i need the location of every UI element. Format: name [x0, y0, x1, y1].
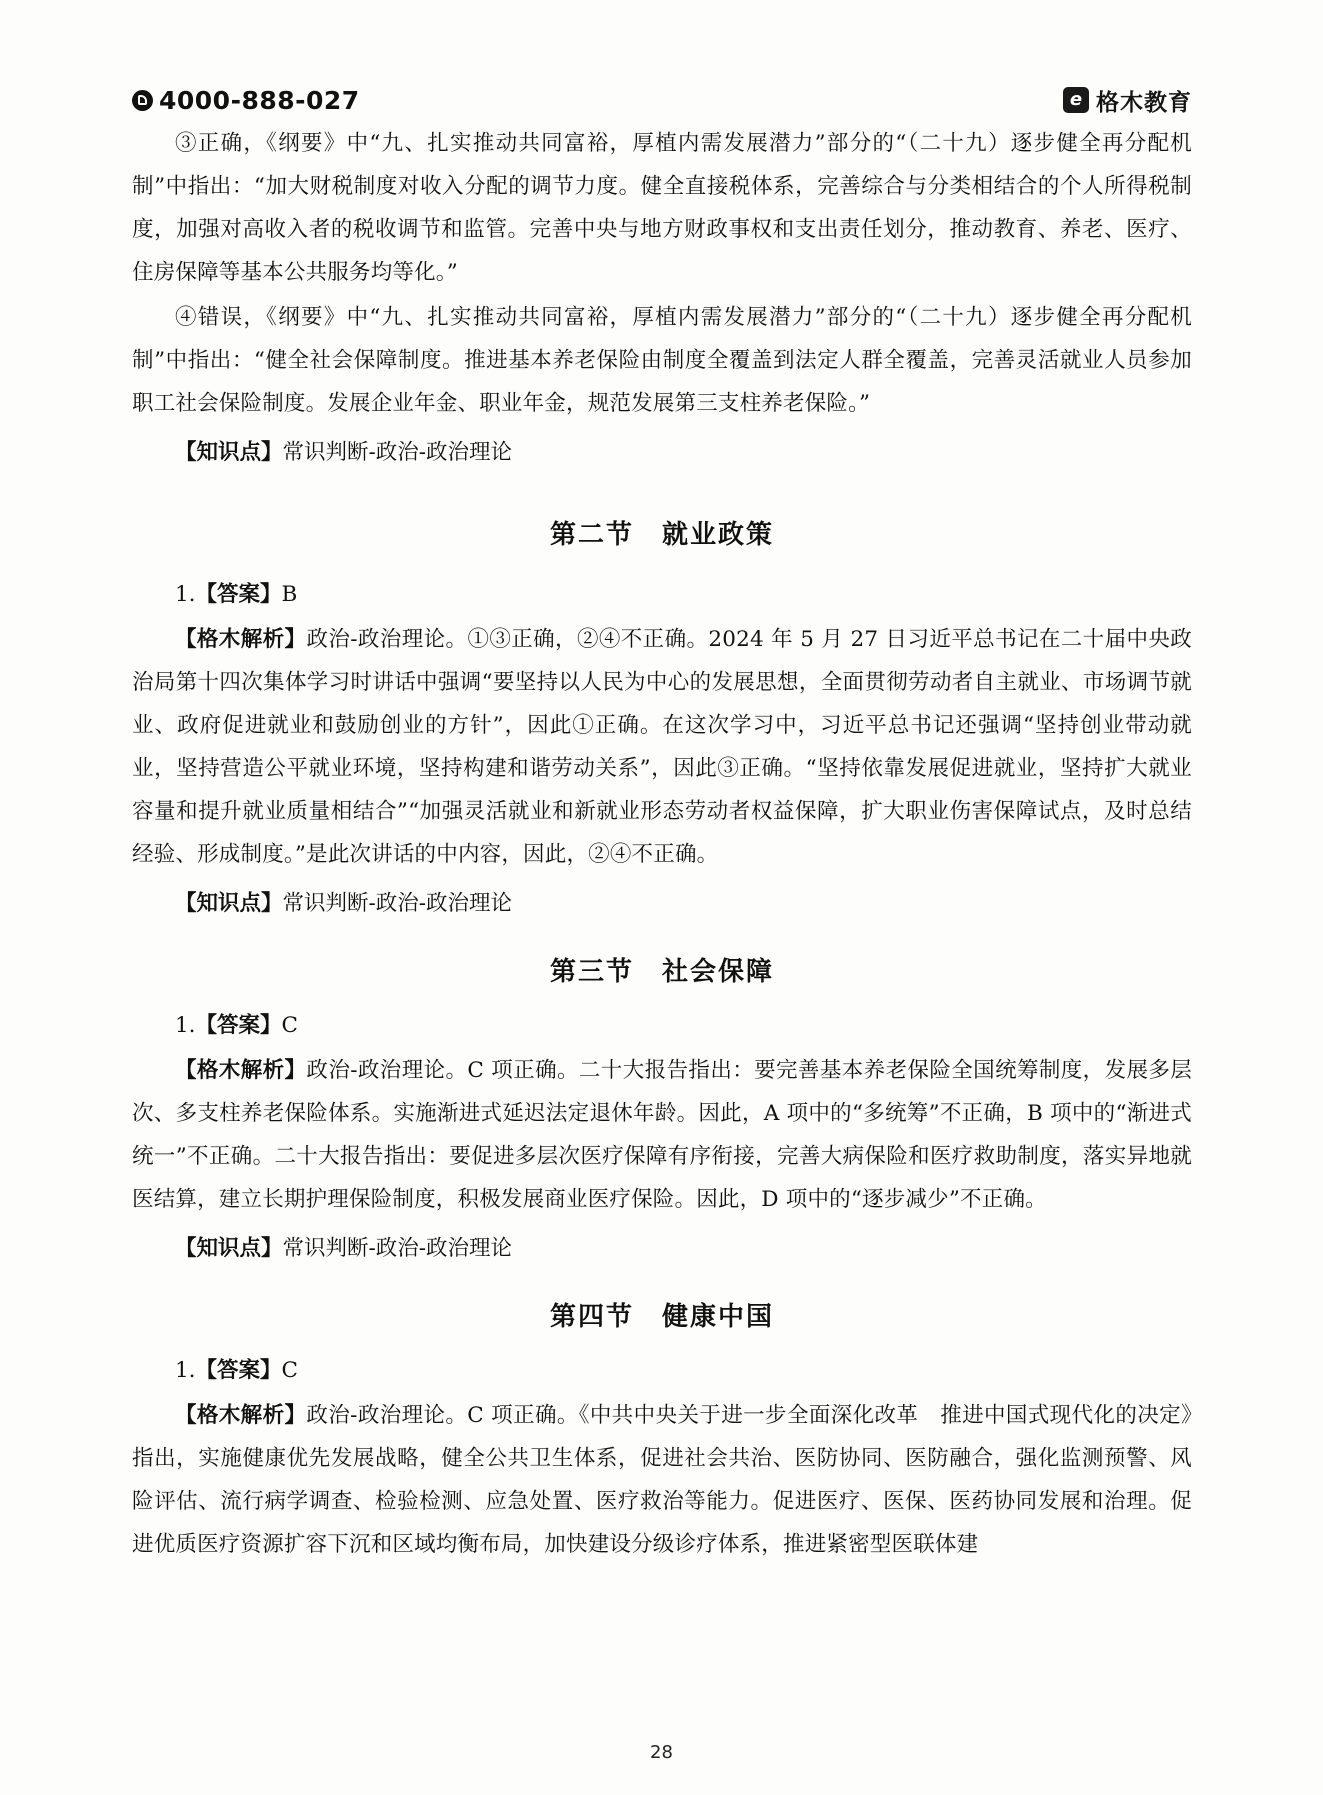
answer-label-4: 【答案】 — [195, 1358, 282, 1383]
analysis-paragraph-4 — [132, 1394, 1192, 1566]
knowledge-point-line — [132, 431, 1192, 474]
section-title-3: 第三节 社会保障 — [549, 957, 774, 987]
knowledge-point-label-2: 【知识点】 — [175, 891, 283, 916]
brand-name: 格木教育 — [1096, 89, 1192, 116]
answer-index-3: 1. — [175, 1013, 196, 1038]
knowledge-point-value-2: 常识判断-政治-政治理论 — [282, 891, 513, 916]
answer-label-3: 【答案】 — [195, 1013, 282, 1038]
knowledge-point-line-2 — [132, 882, 1192, 925]
knowledge-point-value-3: 常识判断-政治-政治理论 — [282, 1236, 513, 1261]
answer-value-2: B — [281, 582, 298, 607]
analysis-text-4: 政治-政治理论。C 项正确。《中共中央关于进一步全面深化改革 推进中国式现代化的决定》指出，实施健康优先发展战略，健全公共卫生体系，促进社会共治、医防协同、医防融合，强化监测预警、风险评估、流行病学调查、检验检测、应急处置、医疗救治等能力。促进医疗、医保、医药协同发展和治理。促进优质医疗资源扩容下沉和区域均衡布局，加快建设分级诊疗体系，推进紧密型医联体建 — [132, 1403, 1193, 1557]
answer-line-2 — [132, 573, 1192, 616]
knowledge-point-label-3: 【知识点】 — [175, 1236, 283, 1261]
analysis-paragraph-2 — [132, 618, 1192, 876]
analysis-paragraph-3 — [132, 1049, 1192, 1221]
brand-mark-icon: e — [1063, 87, 1089, 113]
analysis-label-4: 【格木解析】 — [175, 1403, 307, 1428]
answer-value-3: C — [281, 1013, 298, 1038]
analysis-text-2: 政治-政治理论。①③正确，②④不正确。2024 年 5 月 27 日习近平总书记在二十届中央政治局第十四次集体学习时讲话中强调“要坚持以人民为中心的发展思想，全面贯彻劳动者自主就业、市场调节就业、政府促进就业和鼓励创业的方针”，因此①正确。在这次学习中，习近平总书记还强调“坚持创业带动就业，坚持营造公平就业环境，坚持构建和谐劳动关系”，因此③正确。“坚持依靠发展促进就业，坚持扩大就业容量和提升就业质量相结合”“加强灵活就业和新就业形态劳动者权益保障，扩大职业伤害保障试点，及时总结经验、形成制度。”是此次讲话的中内容，因此，②④不正确。 — [132, 627, 1193, 867]
hotline-number: 4000-888-027 — [159, 85, 360, 115]
knowledge-point-label: 【知识点】 — [175, 440, 283, 465]
knowledge-point-line-3 — [132, 1227, 1192, 1270]
analysis-label-3: 【格木解析】 — [175, 1058, 307, 1083]
answer-index-2: 1. — [175, 582, 196, 607]
section-title-2: 第二节 就业政策 — [549, 520, 774, 550]
analysis-text-3: 政治-政治理论。C 项正确。二十大报告指出：要完善基本养老保险全国统筹制度，发展多层次、多支柱养老保险体系。实施渐进式延迟法定退休年龄。因此，A 项中的“多统筹”不正确，B 项中的“渐进式统一”不正确。二十大报告指出：要促进多层次医疗保障有序衔接，完善大病保险和医疗救助制度，落实异地就医结算，建立长期护理保险制度，积极发展商业医疗保险。因此，D 项中的“逐步减少”不正确。 — [132, 1058, 1192, 1212]
brand-logo — [1063, 84, 1192, 117]
phone-circle-icon — [132, 90, 153, 111]
answer-label-2: 【答案】 — [195, 582, 282, 607]
answer-line-4 — [132, 1349, 1192, 1392]
answer-index-4: 1. — [175, 1358, 196, 1383]
analysis-label-2: 【格木解析】 — [175, 627, 307, 652]
hotline — [132, 86, 360, 115]
page-number: 28 — [650, 1742, 673, 1763]
knowledge-point-value: 常识判断-政治-政治理论 — [282, 440, 513, 465]
paragraph-item-3: ③正确，《纲要》中“九、扎实推动共同富裕，厚植内需发展潜力”部分的“（二十九）逐步健全再分配机制”中指出：“加大财税制度对收入分配的调节力度。健全直接税体系，完善综合与分类相结合的个人所得税制度，加强对高收入者的税收调节和监管。完善中央与地方财政事权和支出责任划分，推动教育、养老、医疗、住房保障等基本公共服务均等化。” — [132, 131, 1192, 285]
answer-value-4: C — [281, 1358, 298, 1383]
section-title-4: 第四节 健康中国 — [549, 1302, 774, 1332]
page-content — [132, 78, 1192, 1568]
page-header — [132, 78, 1192, 122]
answer-line-3 — [132, 1004, 1192, 1047]
paragraph-item-4: ④错误，《纲要》中“九、扎实推动共同富裕，厚植内需发展潜力”部分的“（二十九）逐步健全再分配机制”中指出：“健全社会保障制度。推进基本养老保险由制度全覆盖到法定人群全覆盖，完善灵活就业人员参加职工社会保险制度。发展企业年金、职业年金，规范发展第三支柱养老保险。” — [132, 305, 1192, 416]
